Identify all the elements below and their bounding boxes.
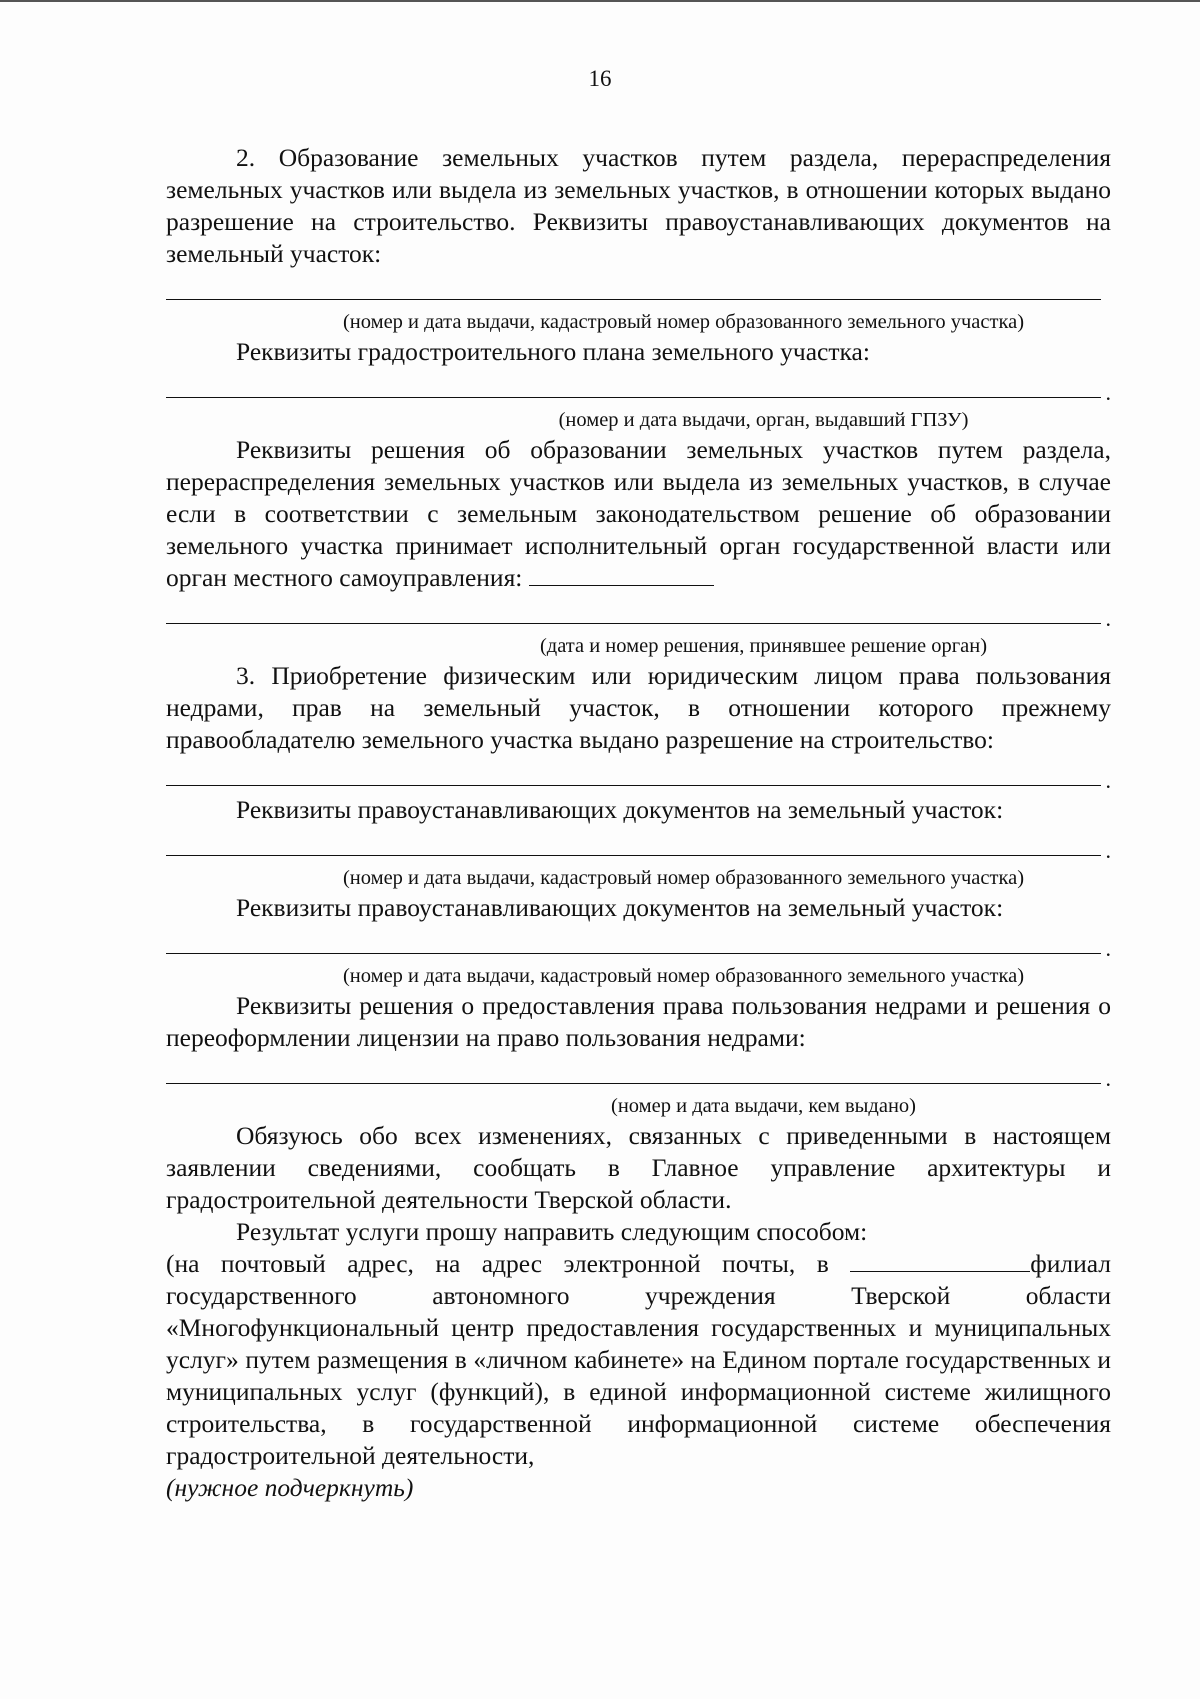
decision-text-body: Реквизиты решения об образовании земельных участков путем раздела, перераспределения земельных участков или выдела из земельных участков, в случае если в соответствии с земельным законодательством решение об образовании земельного участка принимает исполнительный орган государственной власти или орган местного самоуправления: xyxy=(166,435,1111,592)
subsoil-caption: (номер и дата выдачи, кем выдано) xyxy=(611,1095,916,1117)
result-inline-blank[interactable] xyxy=(850,1249,1030,1272)
fill-rule xyxy=(166,855,1101,856)
subsoil-label: Реквизиты решения о предоставления права пользования недрами и решения о переоформлении лицензии на право пользования недрами: xyxy=(166,991,1111,1052)
decision-caption: (дата и номер решения, принявшее решение орган) xyxy=(539,635,988,657)
gpzu-label: Реквизиты градостроительного плана земельного участка: xyxy=(236,337,870,366)
line-end-dot: . xyxy=(1105,606,1111,631)
title-docs-1-caption: (номер и дата выдачи, кадастровый номер образованного земельного участка) xyxy=(342,867,1025,889)
page-number: 16 xyxy=(588,66,612,91)
result-options xyxy=(166,1248,1111,1472)
title-docs-fill-line[interactable] xyxy=(166,274,1111,308)
result-label: Результат услуги прошу направить следующим способом: xyxy=(236,1217,868,1246)
underline-note: (нужное подчеркнуть) xyxy=(166,1473,414,1502)
gpzu-fill-line[interactable] xyxy=(166,372,1111,406)
line-end-dot: . xyxy=(1105,1066,1111,1091)
obligation-text: Обязуюсь обо всех изменениях, связанных с приведенными в настоящем заявлении сведениями, сообщать в Главное управление архитектуры и градостроительной деятельности Тверской области. xyxy=(166,1121,1111,1214)
fill-rule xyxy=(166,785,1101,786)
result-options-rest: филиал государственного автономного учреждения Тверской области «Многофункциональный центр предоставления государственных и муниципальных услуг» путем размещения в «личном кабинете» на Едином портале государственных и муниципальных услуг (функций), в единой информационной системе жилищного строительства, в государственной информационной системе обеспечения градостроительной деятельности, xyxy=(166,1249,1111,1470)
fill-rule xyxy=(166,623,1101,624)
decision-text xyxy=(166,434,1111,594)
gpzu-caption: (номер и дата выдачи, орган, выдавший ГПЗУ) xyxy=(558,409,969,431)
section-3-intro: 3. Приобретение физическим или юридическим лицом права пользования недрами, прав на земельный участок, в отношении которого прежнему правообладателю земельного участка выдано разрешение на строительство: xyxy=(166,661,1111,754)
result-options-start: (на почтовый адрес, на адрес электронной почты, в xyxy=(166,1249,829,1278)
line-end-dot: . xyxy=(1105,768,1111,793)
fill-rule xyxy=(166,953,1101,954)
fill-rule xyxy=(166,1083,1101,1084)
title-docs-1-fill-line[interactable] xyxy=(166,830,1111,864)
section-2-intro: 2. Образование земельных участков путем раздела, перераспределения земельных участков или выдела из земельных участков, в отношении которых выдано разрешение на строительство. Реквизиты правоустанавливающих документов на земельный участок: xyxy=(166,143,1111,268)
subsoil-fill-line[interactable] xyxy=(166,1058,1111,1092)
title-docs-caption: (номер и дата выдачи, кадастровый номер образованного земельного участка) xyxy=(342,311,1025,333)
fill-rule xyxy=(166,299,1101,300)
section-3-fill-line[interactable] xyxy=(166,760,1111,794)
title-docs-label-1: Реквизиты правоустанавливающих документов на земельный участок: xyxy=(236,795,1004,824)
title-docs-label-2: Реквизиты правоустанавливающих документов на земельный участок: xyxy=(236,893,1004,922)
line-end-dot: . xyxy=(1105,380,1111,405)
title-docs-2-caption: (номер и дата выдачи, кадастровый номер образованного земельного участка) xyxy=(342,965,1025,987)
document-body xyxy=(166,142,1111,1504)
fill-rule xyxy=(166,397,1101,398)
decision-fill-line[interactable] xyxy=(166,598,1111,632)
decision-inline-blank[interactable] xyxy=(529,563,714,586)
title-docs-2-fill-line[interactable] xyxy=(166,928,1111,962)
line-end-dot: . xyxy=(1105,838,1111,863)
line-end-dot: . xyxy=(1105,936,1111,961)
